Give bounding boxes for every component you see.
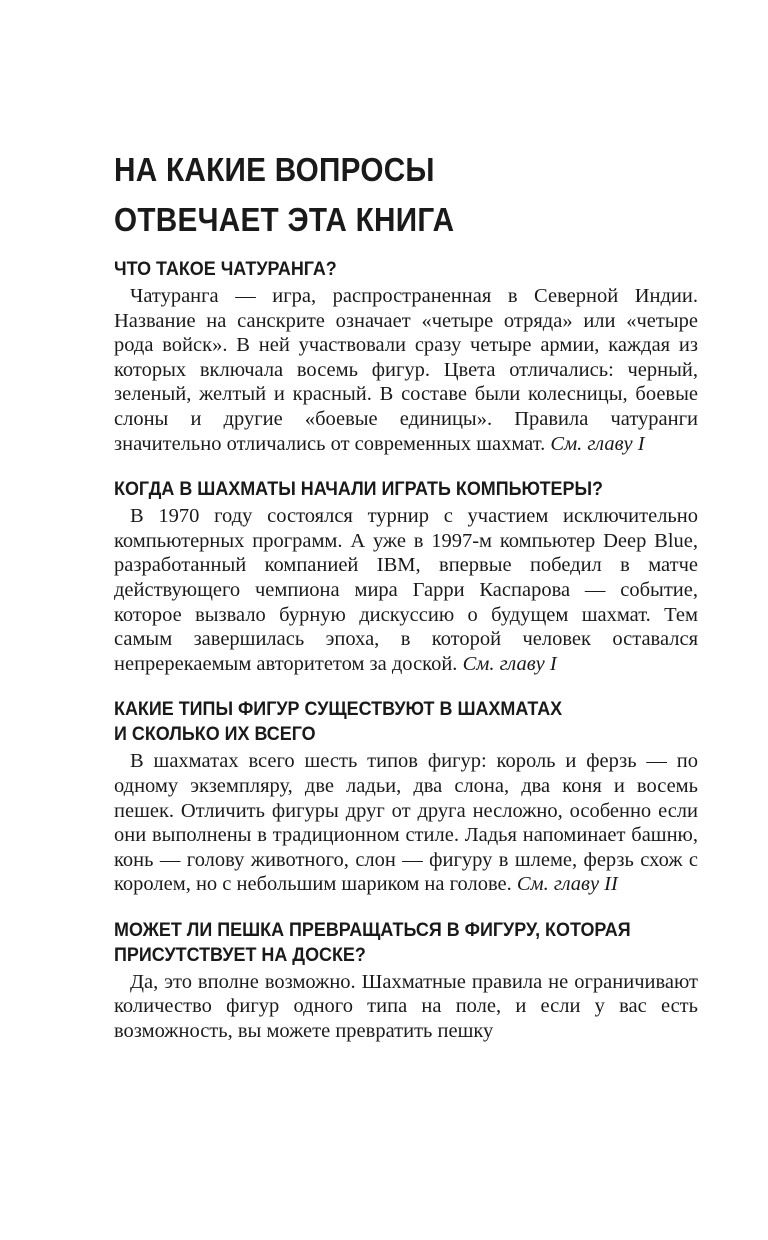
question-heading — [114, 697, 694, 747]
answer-text: В 1970 году состоялся турнир с участием исключительно компьютерных программ. А уже в 1997-м компьютер Deep Blue, разработанный компанией IBM, впервые победил в матче действующего чемпиона мира Гарри Каспарова — событие, которое вызвало бурную дискуссию о будущем шахмат. Тем самым завершилась эпоха, в которой человек оставался непререкаемым авторитетом за доской. — [114, 505, 698, 675]
page-title-line-1: НА КАКИЕ ВОПРОСЫ — [114, 151, 435, 188]
question-heading-line: ЧТО ТАКОЕ ЧАТУРАНГА? — [114, 258, 337, 280]
page-content — [114, 145, 698, 1065]
question-heading-line: ПРИСУТСТВУЕТ НА ДОСКЕ? — [114, 943, 366, 966]
page-title-line-2: ОТВЕЧАЕТ ЭТА КНИГА — [114, 201, 455, 238]
answer-text: Да, это вполне возможно. Шахматные правила не ограничивают количество фигур одного типа на поле, и если у вас есть возможность, вы можете превратить пешку — [114, 970, 698, 1043]
question-heading-line: КАКИЕ ТИПЫ ФИГУР СУЩЕСТВУЮТ В ШАХМАТАХ — [114, 698, 563, 721]
question-heading-line: И СКОЛЬКО ИХ ВСЕГО — [114, 723, 316, 746]
answer-paragraph — [114, 749, 698, 897]
question-heading-line: МОЖЕТ ЛИ ПЕШКА ПРЕВРАЩАТЬСЯ В ФИГУРУ, КОТОРАЯ — [114, 918, 631, 941]
question-section-computers — [114, 477, 698, 676]
question-section-pawn-promotion — [114, 918, 698, 1044]
question-section-piece-types — [114, 697, 698, 897]
question-heading — [114, 477, 694, 502]
answer-text: Чатуранга — игра, распространенная в Северной Индии. Название на санскрите означает «четыре отряда» или «четыре рода войск». В ней участвовали сразу четыре армии, каждая из которых включала восемь фигур. Цвета отличались: черный, зеленый, желтый и красный. В составе были колесницы, боевые слоны и другие «боевые единицы». Правила чатуранги значительно отличались от современных шахмат. — [114, 285, 698, 455]
question-heading-line: КОГДА В ШАХМАТЫ НАЧАЛИ ИГРАТЬ КОМПЬЮТЕРЫ? — [114, 478, 604, 501]
chapter-reference: См. главу I — [462, 652, 557, 675]
answer-paragraph — [114, 284, 698, 456]
page-title — [114, 145, 640, 245]
question-heading — [114, 918, 694, 968]
question-section-chaturanga — [114, 257, 698, 456]
answer-paragraph — [114, 504, 698, 676]
answer-paragraph — [114, 970, 698, 1044]
chapter-reference: См. главу I — [550, 432, 645, 455]
question-heading — [114, 257, 694, 282]
chapter-reference: См. главу II — [516, 873, 618, 896]
answer-text: В шахматах всего шесть типов фигур: король и ферзь — по одному экземпляру, две ладьи, два слона, два коня и восемь пешек. Отличить фигуры друг от друга несложно, особенно если они выполнены в традиционном стиле. Ладья напоминает башню, конь — голову животного, слон — фигуру в шлеме, ферзь схож с королем, но с небольшим шариком на голове. — [114, 750, 698, 896]
